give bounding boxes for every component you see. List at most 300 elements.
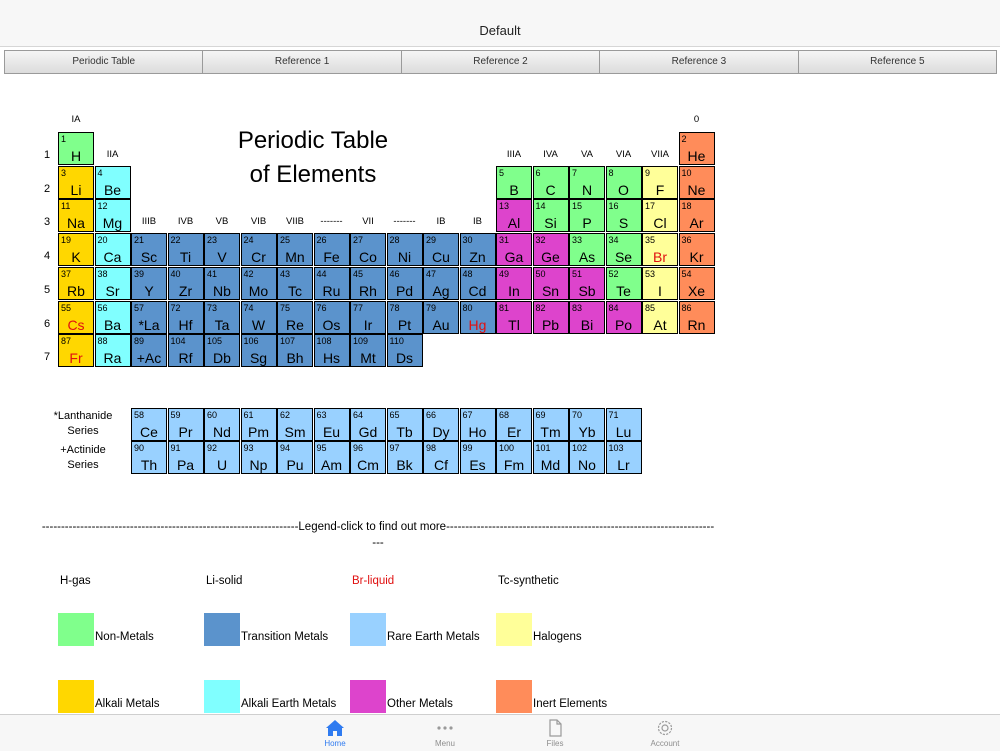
element-cell-nb[interactable] [204, 267, 240, 300]
element-cell-ca[interactable] [95, 233, 131, 266]
element-cell-n[interactable] [569, 166, 605, 199]
element-cell-pd[interactable] [387, 267, 423, 300]
atomic-number: 93 [243, 443, 254, 453]
element-cell-mt[interactable] [350, 334, 386, 367]
element-symbol: V [217, 249, 227, 266]
element-cell-o[interactable] [606, 166, 642, 199]
atomic-number: 85 [645, 302, 656, 313]
legend-label[interactable]: Non-Metals [95, 631, 154, 643]
element-cell-rh[interactable] [350, 267, 386, 300]
element-symbol: Fe [323, 249, 340, 266]
element-cell-sr[interactable] [95, 267, 131, 300]
tab-account[interactable] [630, 715, 700, 751]
element-symbol: Db [213, 350, 231, 367]
element-cell-hs[interactable] [314, 334, 350, 367]
element-cell-th[interactable] [131, 441, 167, 474]
atomic-number: 25 [280, 235, 291, 246]
element-symbol: Ir [363, 316, 373, 333]
element-cell-al[interactable] [496, 199, 532, 232]
element-symbol: Tc [288, 282, 302, 299]
element-cell-no[interactable] [569, 441, 605, 474]
atomic-number: 59 [170, 410, 181, 420]
atomic-number: 21 [134, 235, 145, 246]
element-symbol: Lr [617, 457, 630, 473]
atomic-number: 19 [61, 235, 72, 246]
element-cell-os[interactable] [314, 301, 350, 334]
element-cell-cf[interactable] [423, 441, 459, 474]
element-symbol: Mn [285, 249, 305, 266]
element-symbol: Sg [249, 350, 268, 367]
table-title-line1: Periodic Table [237, 127, 389, 154]
legend-label[interactable]: Other Metals [387, 698, 453, 710]
group-label: ------- [393, 216, 416, 227]
element-cell-ne[interactable] [679, 166, 715, 199]
element-cell-tm[interactable] [533, 408, 569, 441]
element-cell-sg[interactable] [241, 334, 277, 367]
element-cell-fe[interactable] [314, 233, 350, 266]
atomic-number: 67 [462, 410, 473, 420]
element-cell-bi[interactable] [569, 301, 605, 334]
element-symbol: Be [103, 181, 122, 198]
element-cell-rn[interactable] [679, 301, 715, 334]
element-cell-ac[interactable] [131, 334, 167, 367]
atomic-number: 108 [316, 336, 332, 347]
element-cell-s[interactable] [606, 199, 642, 232]
atomic-number: 16 [608, 201, 619, 212]
element-cell-ta[interactable] [204, 301, 240, 334]
tab-reference-3[interactable]: Reference 3 [599, 50, 798, 74]
element-cell-ge[interactable] [533, 233, 569, 266]
tab-reference-5[interactable]: Reference 5 [798, 50, 997, 74]
atomic-number: 75 [280, 302, 291, 313]
element-symbol: Cs [67, 316, 85, 333]
element-cell-at[interactable] [642, 301, 678, 334]
element-cell-fm[interactable] [496, 441, 532, 474]
legend-swatch[interactable] [496, 680, 532, 713]
atomic-number: 71 [608, 410, 619, 420]
atomic-number: 64 [353, 410, 364, 420]
element-cell-eu[interactable] [314, 408, 350, 441]
element-symbol: Pd [395, 282, 414, 299]
period-label: 6 [43, 317, 51, 330]
element-symbol: Re [286, 316, 304, 333]
element-cell-au[interactable] [423, 301, 459, 334]
atomic-number: 60 [207, 410, 218, 420]
atomic-number: 62 [280, 410, 291, 420]
element-symbol: Yb [578, 424, 596, 440]
atomic-number: 56 [97, 302, 108, 313]
atomic-number: 30 [462, 235, 473, 246]
element-symbol: Sn [541, 282, 560, 299]
tab-reference-2[interactable]: Reference 2 [401, 50, 600, 74]
element-cell-ir[interactable] [350, 301, 386, 334]
element-symbol: Y [144, 282, 154, 299]
atomic-number: 52 [608, 268, 619, 279]
element-symbol: F [655, 181, 665, 198]
element-cell-cs[interactable] [58, 301, 94, 334]
element-symbol: Sr [105, 282, 120, 299]
element-symbol: Sc [140, 249, 158, 266]
element-cell-b[interactable] [496, 166, 532, 199]
atomic-number: 97 [389, 443, 400, 453]
element-symbol: Tb [396, 424, 413, 440]
element-cell-lr[interactable] [606, 441, 642, 474]
element-cell-la[interactable] [131, 301, 167, 334]
group-label: 0 [693, 114, 700, 125]
element-cell-tb[interactable] [387, 408, 423, 441]
atomic-number: 32 [535, 235, 546, 246]
legend-state-text: Li-solid [206, 575, 243, 587]
atomic-number: 57 [134, 302, 145, 313]
table-title-line2: of Elements [249, 161, 377, 188]
element-cell-pb[interactable] [533, 301, 569, 334]
element-symbol: Fr [69, 350, 83, 367]
atomic-number: 95 [316, 443, 327, 453]
element-cell-rb[interactable] [58, 267, 94, 300]
element-cell-sb[interactable] [569, 267, 605, 300]
element-symbol: I [658, 282, 662, 299]
atomic-number: 39 [134, 268, 145, 279]
element-symbol: Al [507, 215, 521, 232]
element-symbol: Po [614, 316, 633, 333]
element-symbol: Cu [432, 249, 450, 266]
element-symbol: N [581, 181, 593, 198]
element-cell-cd[interactable] [460, 267, 496, 300]
element-cell-md[interactable] [533, 441, 569, 474]
group-label: VB [215, 216, 229, 227]
element-cell-pt[interactable] [387, 301, 423, 334]
element-symbol: Rf [178, 350, 193, 367]
element-cell-ga[interactable] [496, 233, 532, 266]
group-label: IB [473, 216, 482, 227]
tab-menu-label: Menu [434, 739, 455, 748]
atomic-number: 90 [134, 443, 145, 453]
legend-label[interactable]: Inert Elements [533, 698, 608, 710]
element-symbol: Ag [432, 282, 450, 299]
atomic-number: 92 [207, 443, 218, 453]
element-symbol: Rh [359, 282, 377, 299]
element-symbol: Gd [358, 424, 378, 440]
atomic-number: 102 [572, 443, 588, 453]
element-cell-ce[interactable] [131, 408, 167, 441]
atomic-number: 72 [170, 302, 181, 313]
atomic-number: 104 [170, 336, 186, 347]
element-cell-as[interactable] [569, 233, 605, 266]
element-cell-co[interactable] [350, 233, 386, 266]
element-cell-nd[interactable] [204, 408, 240, 441]
element-symbol: Hf [178, 316, 193, 333]
element-cell-zn[interactable] [460, 233, 496, 266]
element-cell-np[interactable] [241, 441, 277, 474]
element-cell-tl[interactable] [496, 301, 532, 334]
element-symbol: As [578, 249, 596, 266]
element-cell-he[interactable] [679, 132, 715, 165]
element-symbol: U [216, 457, 228, 473]
element-cell-am[interactable] [314, 441, 350, 474]
element-cell-li[interactable] [58, 166, 94, 199]
legend-label[interactable]: Alkali Earth Metals [241, 698, 337, 710]
atomic-number: 80 [462, 302, 473, 313]
element-symbol: No [578, 457, 596, 473]
legend-label[interactable]: Alkali Metals [95, 698, 160, 710]
element-symbol: Nb [213, 282, 231, 299]
element-symbol: Na [67, 215, 85, 232]
atomic-number: 15 [572, 201, 583, 212]
element-symbol: S [618, 215, 629, 232]
lanthanide-series-label [48, 409, 118, 439]
element-cell-ti[interactable] [168, 233, 204, 266]
element-cell-bh[interactable] [277, 334, 313, 367]
element-cell-si[interactable] [533, 199, 569, 232]
element-cell-br[interactable] [642, 233, 678, 266]
element-symbol: Ho [468, 424, 487, 440]
element-cell-zr[interactable] [168, 267, 204, 300]
atomic-number: 14 [535, 201, 546, 212]
atomic-number: 35 [645, 235, 656, 246]
tab-periodic-table[interactable]: Periodic Table [4, 50, 203, 74]
element-symbol: Sm [284, 424, 306, 440]
atomic-number: 76 [316, 302, 327, 313]
element-cell-sm[interactable] [277, 408, 313, 441]
element-symbol: Cr [251, 249, 266, 266]
element-cell-bk[interactable] [387, 441, 423, 474]
element-cell-in[interactable] [496, 267, 532, 300]
element-cell-hf[interactable] [168, 301, 204, 334]
element-cell-es[interactable] [460, 441, 496, 474]
atomic-number: 8 [608, 167, 614, 178]
navbar-title: Default [479, 23, 521, 38]
element-symbol: Br [653, 249, 667, 266]
element-cell-pa[interactable] [168, 441, 204, 474]
period-label: 3 [43, 216, 51, 229]
element-cell-y[interactable] [131, 267, 167, 300]
element-cell-mn[interactable] [277, 233, 313, 266]
period-label: 7 [43, 351, 51, 364]
element-symbol: *La [138, 316, 160, 333]
more-dots-icon [435, 719, 455, 737]
atomic-number: 106 [243, 336, 259, 347]
element-symbol: Pu [286, 457, 304, 473]
element-cell-ra[interactable] [95, 334, 131, 367]
element-cell-se[interactable] [606, 233, 642, 266]
legend-swatch[interactable] [204, 613, 240, 646]
period-label: 5 [43, 283, 51, 296]
element-cell-be[interactable] [95, 166, 131, 199]
element-symbol: Rb [67, 282, 85, 299]
atomic-number: 88 [97, 336, 108, 347]
element-symbol: Ce [140, 424, 158, 440]
group-label: VIA [615, 149, 632, 160]
element-symbol: Ge [541, 249, 560, 266]
element-symbol: Er [507, 424, 521, 440]
atomic-number: 10 [681, 167, 692, 178]
element-symbol: At [653, 316, 667, 333]
tab-files[interactable] [520, 715, 590, 751]
atomic-number: 61 [243, 410, 254, 420]
element-symbol: Ds [395, 350, 414, 367]
legend-state-text: Tc-synthetic [498, 575, 559, 587]
atomic-number: 77 [353, 302, 364, 313]
element-symbol: Cd [468, 282, 487, 299]
legend-label[interactable]: Halogens [533, 631, 582, 643]
element-symbol: In [508, 282, 520, 299]
element-cell-er[interactable] [496, 408, 532, 441]
atomic-number: 13 [499, 201, 510, 212]
element-cell-k[interactable] [58, 233, 94, 266]
group-label: IVA [543, 149, 558, 160]
atomic-number: 84 [608, 302, 619, 313]
table-title [222, 124, 404, 192]
atomic-number: 17 [645, 201, 656, 212]
element-cell-ar[interactable] [679, 199, 715, 232]
group-label: IIIB [141, 216, 157, 227]
atomic-number: 48 [462, 268, 473, 279]
atomic-number: 99 [462, 443, 473, 453]
element-cell-f[interactable] [642, 166, 678, 199]
element-symbol: H [70, 148, 82, 164]
legend-swatch[interactable] [58, 613, 94, 646]
tab-reference-1[interactable]: Reference 1 [202, 50, 401, 74]
element-cell-w[interactable] [241, 301, 277, 334]
element-symbol: Md [540, 457, 561, 473]
element-symbol: Ti [179, 249, 192, 266]
element-cell-rf[interactable] [168, 334, 204, 367]
element-cell-ho[interactable] [460, 408, 496, 441]
element-cell-hg[interactable] [460, 301, 496, 334]
document-icon [545, 719, 565, 737]
element-symbol: Bh [286, 350, 304, 367]
atomic-number: 83 [572, 302, 583, 313]
atomic-number: 66 [426, 410, 437, 420]
element-cell-tc[interactable] [277, 267, 313, 300]
element-cell-cm[interactable] [350, 441, 386, 474]
element-cell-re[interactable] [277, 301, 313, 334]
element-cell-ds[interactable] [387, 334, 423, 367]
element-cell-pm[interactable] [241, 408, 277, 441]
element-cell-mg[interactable] [95, 199, 131, 232]
atomic-number: 81 [499, 302, 510, 313]
element-cell-mo[interactable] [241, 267, 277, 300]
period-label: 1 [43, 149, 51, 161]
element-cell-yb[interactable] [569, 408, 605, 441]
element-cell-u[interactable] [204, 441, 240, 474]
atomic-number: 69 [535, 410, 546, 420]
atomic-number: 4 [97, 167, 103, 178]
atomic-number: 41 [207, 268, 218, 279]
legend-label[interactable]: Rare Earth Metals [387, 631, 480, 643]
element-cell-pu[interactable] [277, 441, 313, 474]
element-cell-ba[interactable] [95, 301, 131, 334]
element-cell-cu[interactable] [423, 233, 459, 266]
element-symbol: Kr [689, 249, 704, 266]
element-cell-gd[interactable] [350, 408, 386, 441]
atomic-number: 24 [243, 235, 254, 246]
group-label: VIIA [651, 149, 669, 160]
legend-swatch[interactable] [58, 680, 94, 713]
atomic-number: 37 [61, 268, 72, 279]
tab-home-label: Home [324, 739, 346, 748]
element-cell-i[interactable] [642, 267, 678, 300]
element-cell-lu[interactable] [606, 408, 642, 441]
element-cell-dy[interactable] [423, 408, 459, 441]
element-cell-sc[interactable] [131, 233, 167, 266]
tab-home[interactable] [300, 715, 370, 751]
element-cell-cr[interactable] [241, 233, 277, 266]
element-cell-db[interactable] [204, 334, 240, 367]
element-symbol: Np [249, 457, 268, 473]
tab-menu[interactable] [410, 715, 480, 751]
element-symbol: Es [469, 457, 486, 473]
element-symbol: Ta [214, 316, 230, 333]
group-label: IVB [177, 216, 194, 227]
atomic-number: 82 [535, 302, 546, 313]
element-cell-na[interactable] [58, 199, 94, 232]
atomic-number: 1 [61, 134, 67, 144]
element-cell-ru[interactable] [314, 267, 350, 300]
atomic-number: 87 [61, 336, 72, 347]
element-cell-sn[interactable] [533, 267, 569, 300]
legend-swatch[interactable] [496, 613, 532, 646]
element-cell-pr[interactable] [168, 408, 204, 441]
atomic-number: 38 [97, 268, 108, 279]
atomic-number: 63 [316, 410, 327, 420]
atomic-number: 110 [389, 336, 404, 347]
atomic-number: 58 [134, 410, 145, 420]
tab-files-label: Files [546, 739, 564, 748]
atomic-number: 73 [207, 302, 218, 313]
element-symbol: W [251, 316, 266, 333]
element-cell-po[interactable] [606, 301, 642, 334]
atomic-number: 107 [280, 336, 296, 347]
group-label: IB [436, 216, 446, 227]
atomic-number: 23 [207, 235, 218, 246]
lanthanide-label-line2: Series [67, 425, 99, 437]
atomic-number: 53 [645, 268, 656, 279]
legend-label[interactable]: Transition Metals [241, 631, 329, 643]
atomic-number: 6 [535, 167, 541, 178]
element-cell-te[interactable] [606, 267, 642, 300]
element-cell-p[interactable] [569, 199, 605, 232]
element-symbol: Ru [322, 282, 341, 299]
element-cell-ag[interactable] [423, 267, 459, 300]
element-cell-kr[interactable] [679, 233, 715, 266]
group-label: VII [362, 216, 374, 227]
element-symbol: He [687, 148, 706, 164]
legend-swatch[interactable] [350, 680, 386, 713]
element-cell-ni[interactable] [387, 233, 423, 266]
atomic-number: 11 [61, 201, 71, 212]
element-cell-xe[interactable] [679, 267, 715, 300]
element-symbol: Ba [103, 316, 122, 333]
element-cell-c[interactable] [533, 166, 569, 199]
element-symbol: Bi [580, 316, 594, 333]
legend-swatch[interactable] [350, 613, 386, 646]
legend-swatch[interactable] [204, 680, 240, 713]
element-symbol: Co [359, 249, 377, 266]
atomic-number: 70 [572, 410, 583, 420]
element-cell-h[interactable] [58, 132, 94, 165]
atomic-number: 109 [353, 336, 369, 347]
group-label: ------- [320, 216, 343, 227]
element-symbol: Zn [469, 249, 486, 266]
group-label: VA [581, 149, 593, 160]
element-cell-v[interactable] [204, 233, 240, 266]
element-cell-fr[interactable] [58, 334, 94, 367]
element-symbol: Ca [103, 249, 122, 266]
atomic-number: 36 [681, 235, 692, 246]
element-cell-cl[interactable] [642, 199, 678, 232]
element-symbol: Hs [322, 350, 341, 367]
